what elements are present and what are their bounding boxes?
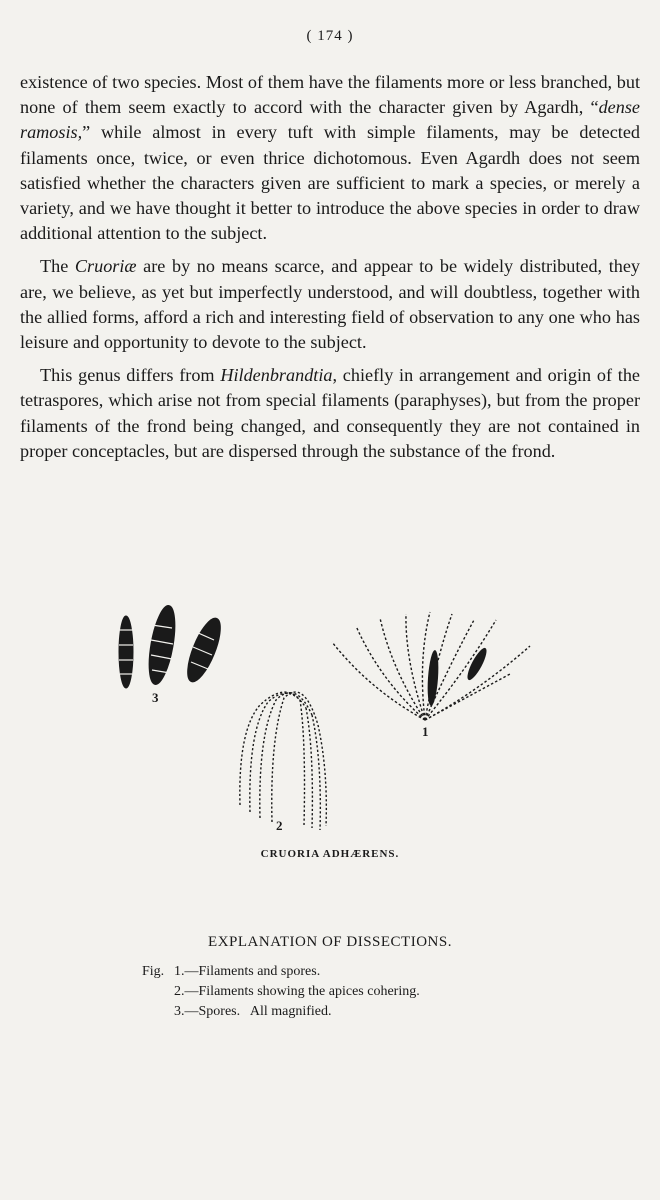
text-segment: The	[40, 256, 75, 277]
italic-segment: dense ramosis,	[20, 97, 640, 143]
paragraph-3	[20, 363, 640, 464]
fig3-spores	[119, 604, 227, 688]
spore-1	[119, 616, 133, 688]
italic-segment: Hildenbrandtia	[220, 365, 333, 386]
explanation-text: 2.—Filaments showing the apices cohering.	[174, 984, 420, 999]
text-segment: existence of two species. Most of them have the filaments more or less branched, but none of them seem exactly to accord with the character given by Agardh, “	[20, 72, 640, 118]
fig-prefix: Fig.	[142, 964, 165, 979]
text-segment: This genus differs from	[40, 365, 221, 386]
explanation-list	[142, 962, 542, 1022]
italic-segment: Cruoriæ	[74, 256, 137, 277]
explanation-item	[142, 1002, 542, 1022]
explanation-title: EXPLANATION OF DISSECTIONS.	[208, 934, 452, 950]
spore-3	[181, 614, 227, 685]
text-segment: , chiefly in arrangement and origin of the tetraspores, which arise not from special filaments (paraphyses), but from the proper filaments of the frond being changed, and consequently they are not contained in proper conceptacles, but are dispersed through the substance of the frond.	[20, 365, 640, 461]
fig-prefix	[142, 982, 174, 1002]
spore-2	[144, 604, 180, 687]
paragraph-1	[20, 70, 640, 246]
fig1-label: 1	[422, 724, 429, 739]
botanical-illustration	[100, 590, 560, 840]
body-text	[20, 70, 640, 472]
illustration-svg	[100, 590, 560, 840]
page-number: ( 174 )	[306, 28, 354, 44]
text-segment: ” while almost in every tuft with simple filaments, may be detected filaments once, twice, or even thrice dichotomous. Even Agardh does not seem satisfied whether the characters given are sufficient to mark a species, or merely a variety, and we have thought it better to introduce the above species in order to draw additional attention to the subject.	[20, 122, 640, 244]
text-segment: are by no means scarce, and appear to be widely distributed, they are, we believe, as yet but imperfectly understood, and will doubtless, together with the allied forms, afford a rich and interesting field of observation to any one who has leisure and opportunity to devote to the subject.	[20, 256, 641, 353]
explanation-text: 1.—Filaments and spores.	[174, 964, 321, 979]
explanation-item	[142, 962, 542, 982]
figure-caption: CRUORIA ADHÆRENS.	[260, 848, 400, 860]
explanation-item	[142, 982, 542, 1002]
fig2-label: 2	[276, 818, 283, 833]
fig3-label: 3	[152, 690, 159, 705]
paragraph-2	[20, 254, 640, 355]
fig-prefix	[142, 1002, 174, 1022]
explanation-text: 3.—Spores. All magnified.	[174, 1004, 332, 1019]
fig2-filaments	[240, 692, 326, 830]
